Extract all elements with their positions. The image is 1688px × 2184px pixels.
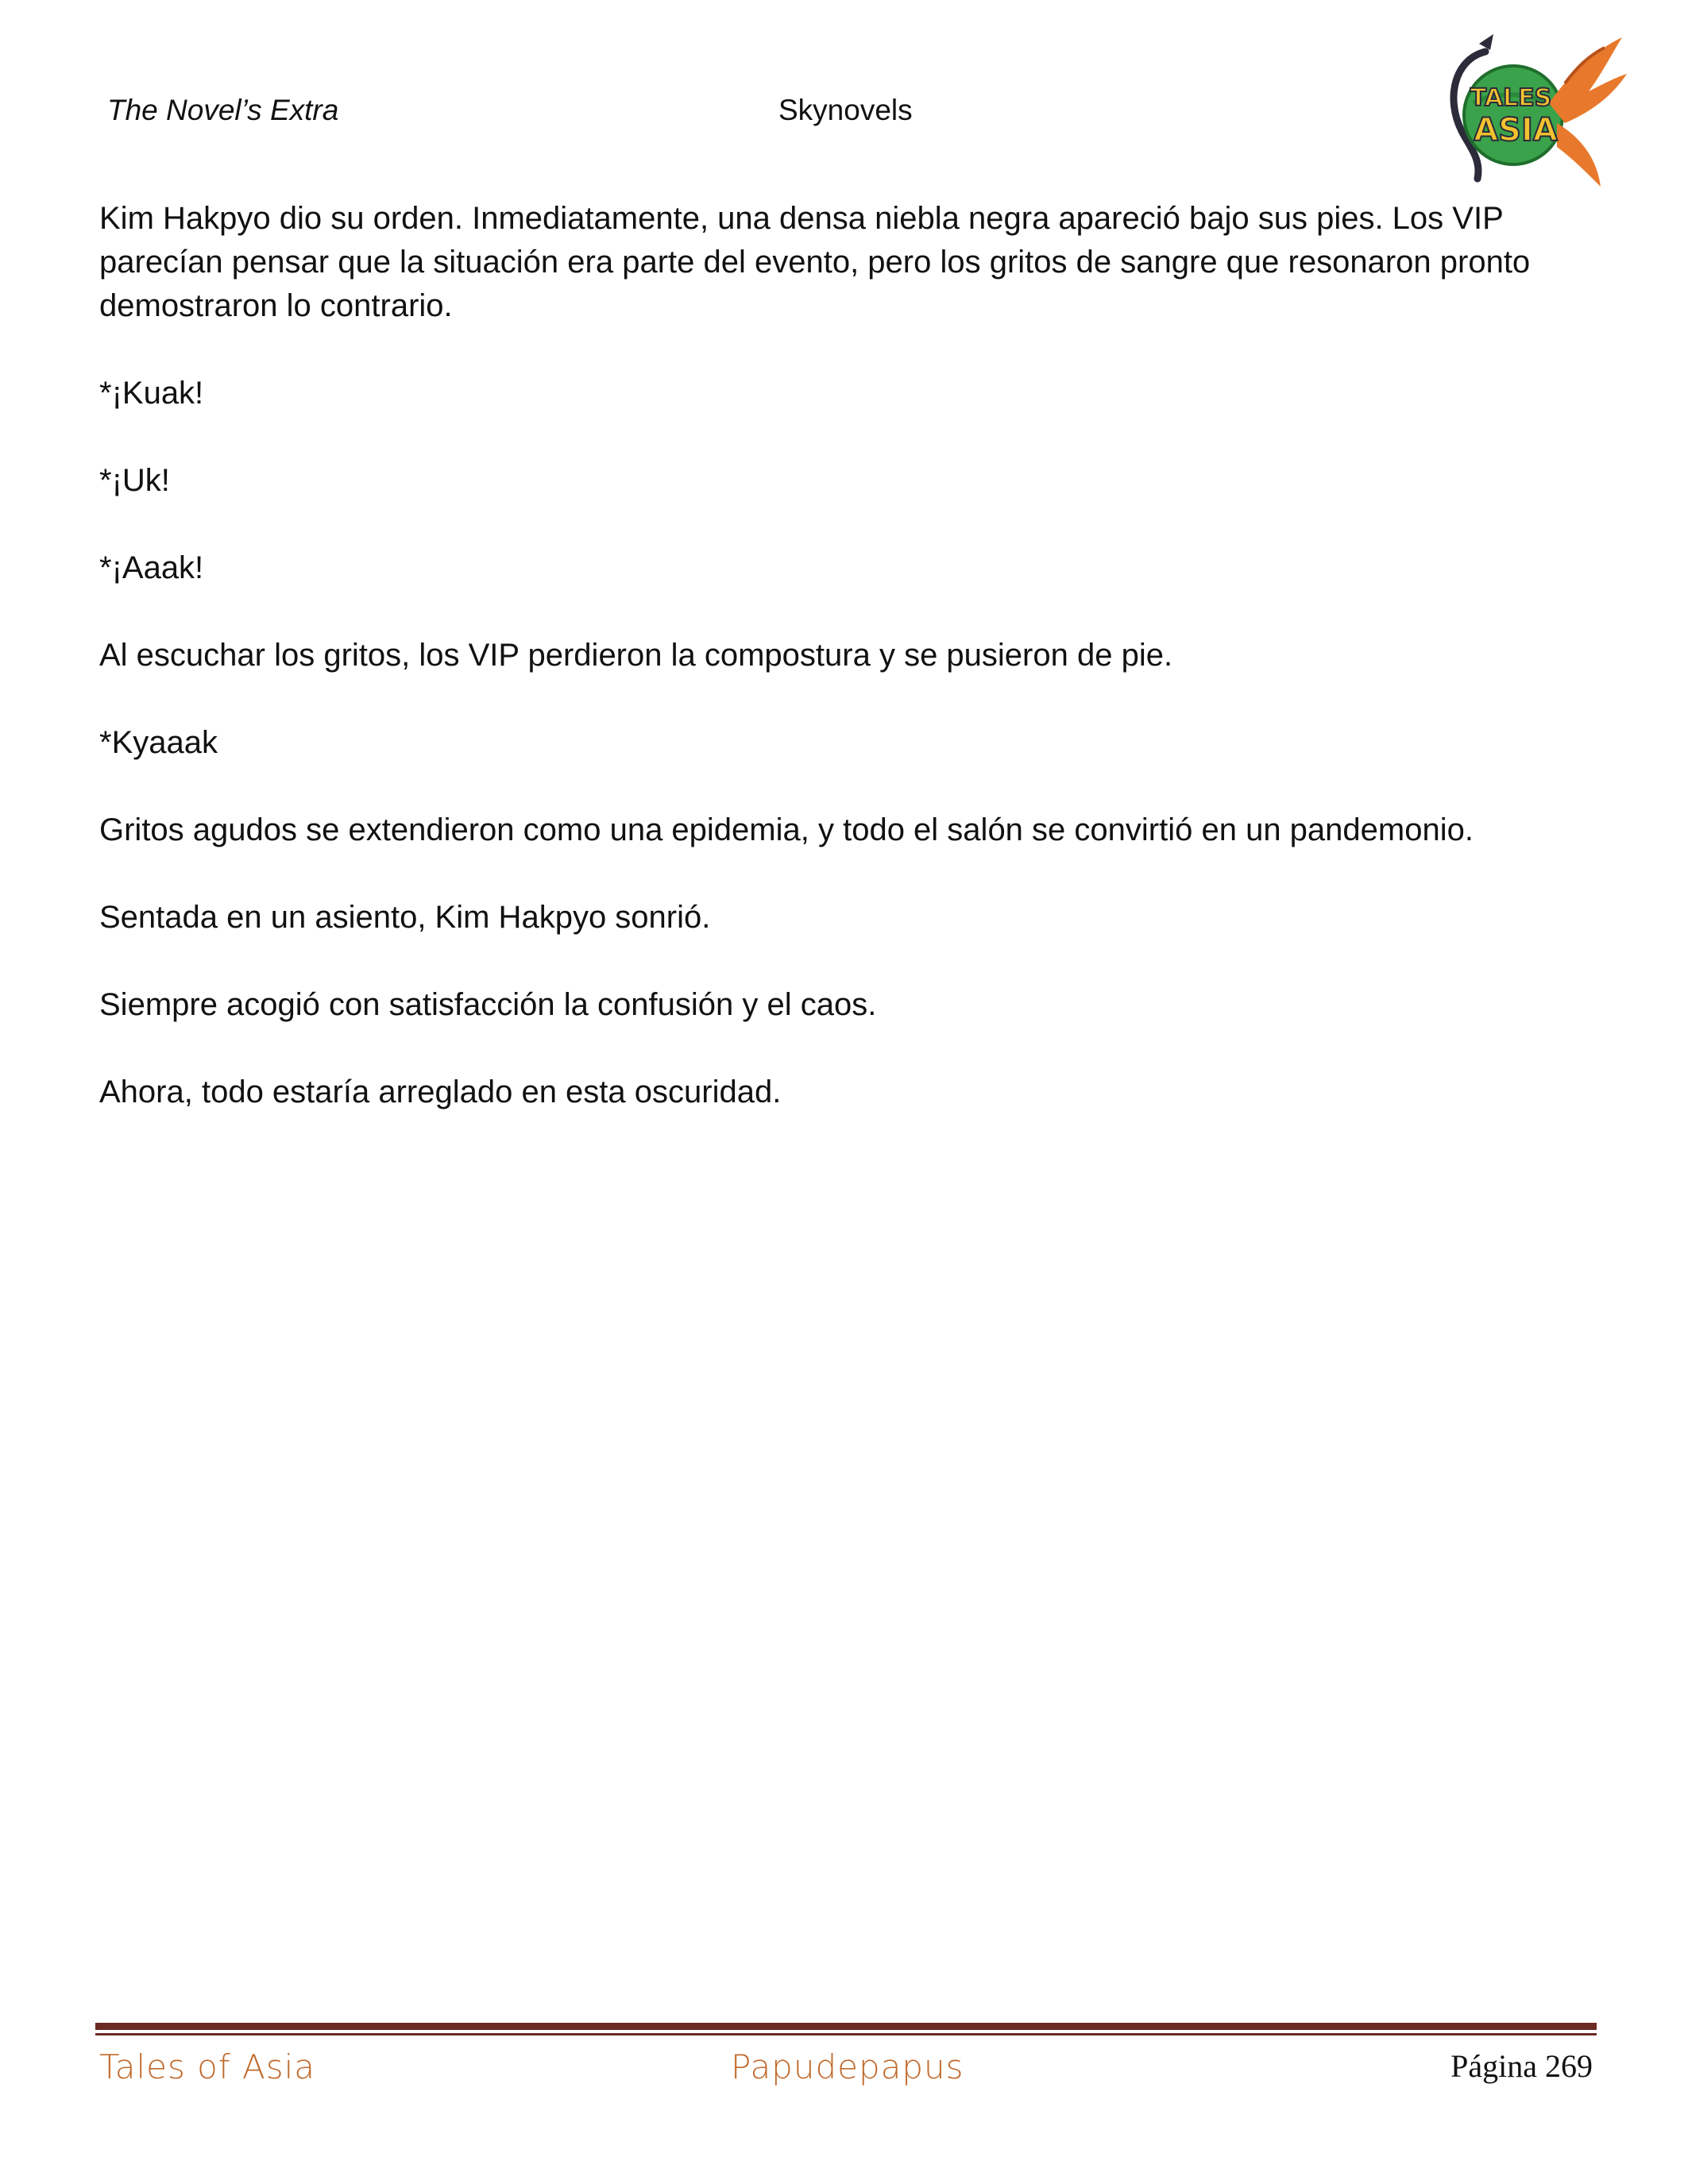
footer-divider-thin	[95, 2033, 1597, 2035]
paragraph: Sentada en un asiento, Kim Hakpyo sonrió.	[99, 900, 711, 935]
tales-of-asia-logo	[1438, 28, 1628, 199]
site-name: Skynovels	[778, 94, 913, 126]
paragraph: *¡Aaak!	[99, 550, 204, 585]
logo-text-top: TALES	[1470, 84, 1552, 112]
paragraph: *¡Uk!	[99, 463, 170, 498]
paragraph: *¡Kuak!	[99, 376, 204, 411]
footer-publisher: Tales of Asia	[99, 2047, 316, 2086]
paragraph: Kim Hakpyo dio su orden. Inmediatamente, una densa niebla negra apareció bajo sus pies. Los VIP parecían pensar que la situación era parte del evento, pero los gritos de sangre que resonaron pronto demostraron lo contrario.	[99, 201, 1531, 323]
paragraph: *Kyaaak	[99, 725, 218, 760]
paragraph: Siempre acogió con satisfacción la confusión y el caos.	[99, 987, 877, 1022]
paragraph: Gritos agudos se extendieron como una epidemia, y todo el salón se convirtió en un pandemonio.	[99, 812, 1474, 847]
logo-text-bottom: ASIA	[1474, 112, 1558, 149]
footer-divider	[95, 2023, 1597, 2030]
chapter-body	[99, 197, 1593, 1158]
book-title: The Novel’s Extra	[107, 94, 339, 126]
paragraph: Al escuchar los gritos, los VIP perdieron la compostura y se pusieron de pie.	[99, 638, 1173, 673]
page-number: Página 269	[1450, 2048, 1593, 2084]
paragraph: Ahora, todo estaría arreglado en esta oscuridad.	[99, 1075, 782, 1109]
footer-translator: Papudepapus	[731, 2047, 964, 2086]
